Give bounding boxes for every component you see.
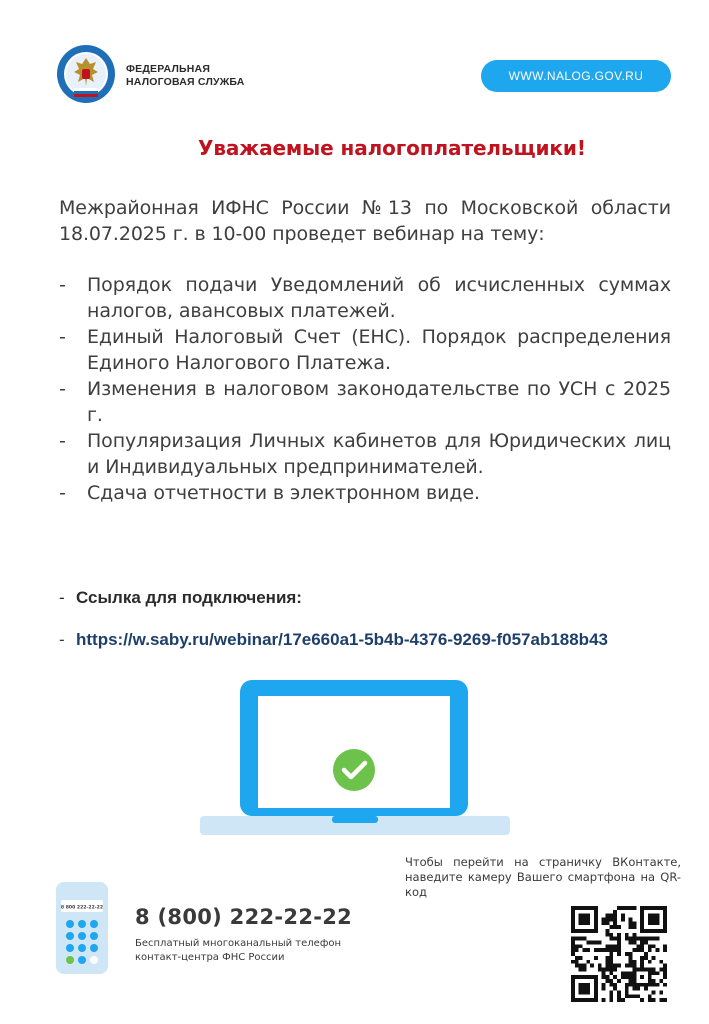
fns-emblem-icon	[56, 44, 116, 104]
qr-instructions: Чтобы перейти на страничку ВКонтакте, наведите камеру Вашего смартфона на QR-код	[405, 855, 681, 899]
phone-keypad-icon	[56, 882, 108, 974]
connection-dash: -	[59, 588, 65, 607]
hotline-description	[135, 937, 341, 965]
laptop-check-icon	[200, 680, 510, 835]
topic-item: - Популяризация Личных кабинетов для Юридических лиц и Индивидуальных предпринимателей.	[59, 428, 671, 480]
webinar-link[interactable]	[59, 627, 619, 653]
qr-code-icon[interactable]	[571, 906, 667, 1002]
org-name-line1: ФЕДЕРАЛЬНАЯ	[126, 63, 211, 75]
intro-paragraph: Межрайонная ИФНС России №13 по Московской области 18.07.2025 г. в 10-00 проведет вебинар на тему:	[59, 197, 671, 245]
link-dash: -	[59, 630, 65, 649]
greeting-heading: Уважаемые налогоплательщики!	[198, 136, 586, 160]
connection-label	[59, 588, 302, 608]
org-name-line2: НАЛОГОВАЯ СЛУЖБА	[126, 76, 245, 88]
topic-item: - Порядок подачи Уведомлений об исчисленных суммах налогов, авансовых платежей.	[59, 272, 671, 324]
check-circle-icon	[333, 749, 375, 791]
organization-name	[126, 63, 245, 89]
website-link-button[interactable]: WWW.NALOG.GOV.RU	[481, 60, 671, 92]
topic-item: - Изменения в налоговом законодательстве по УСН с 2025 г.	[59, 376, 671, 428]
hotline-desc-line2: контакт-центра ФНС России	[135, 952, 285, 963]
connection-label-text: Ссылка для подключения:	[76, 588, 302, 607]
hotline-desc-line1: Бесплатный многоканальный телефон	[135, 938, 342, 949]
phone-icon-number: 8 800 222-22-22	[60, 905, 104, 911]
hotline-phone-number[interactable]: 8 (800) 222-22-22	[135, 905, 353, 929]
topic-item: - Единый Налоговый Счет (ЕНС). Порядок распределения Единого Налогового Платежа.	[59, 324, 671, 376]
webinar-url[interactable]: https://w.saby.ru/webinar/17e660a1-5b4b-4376-9269-f057ab188b43	[76, 630, 608, 649]
topic-item: - Сдача отчетности в электронном виде.	[59, 480, 671, 506]
topics-list	[59, 272, 671, 506]
